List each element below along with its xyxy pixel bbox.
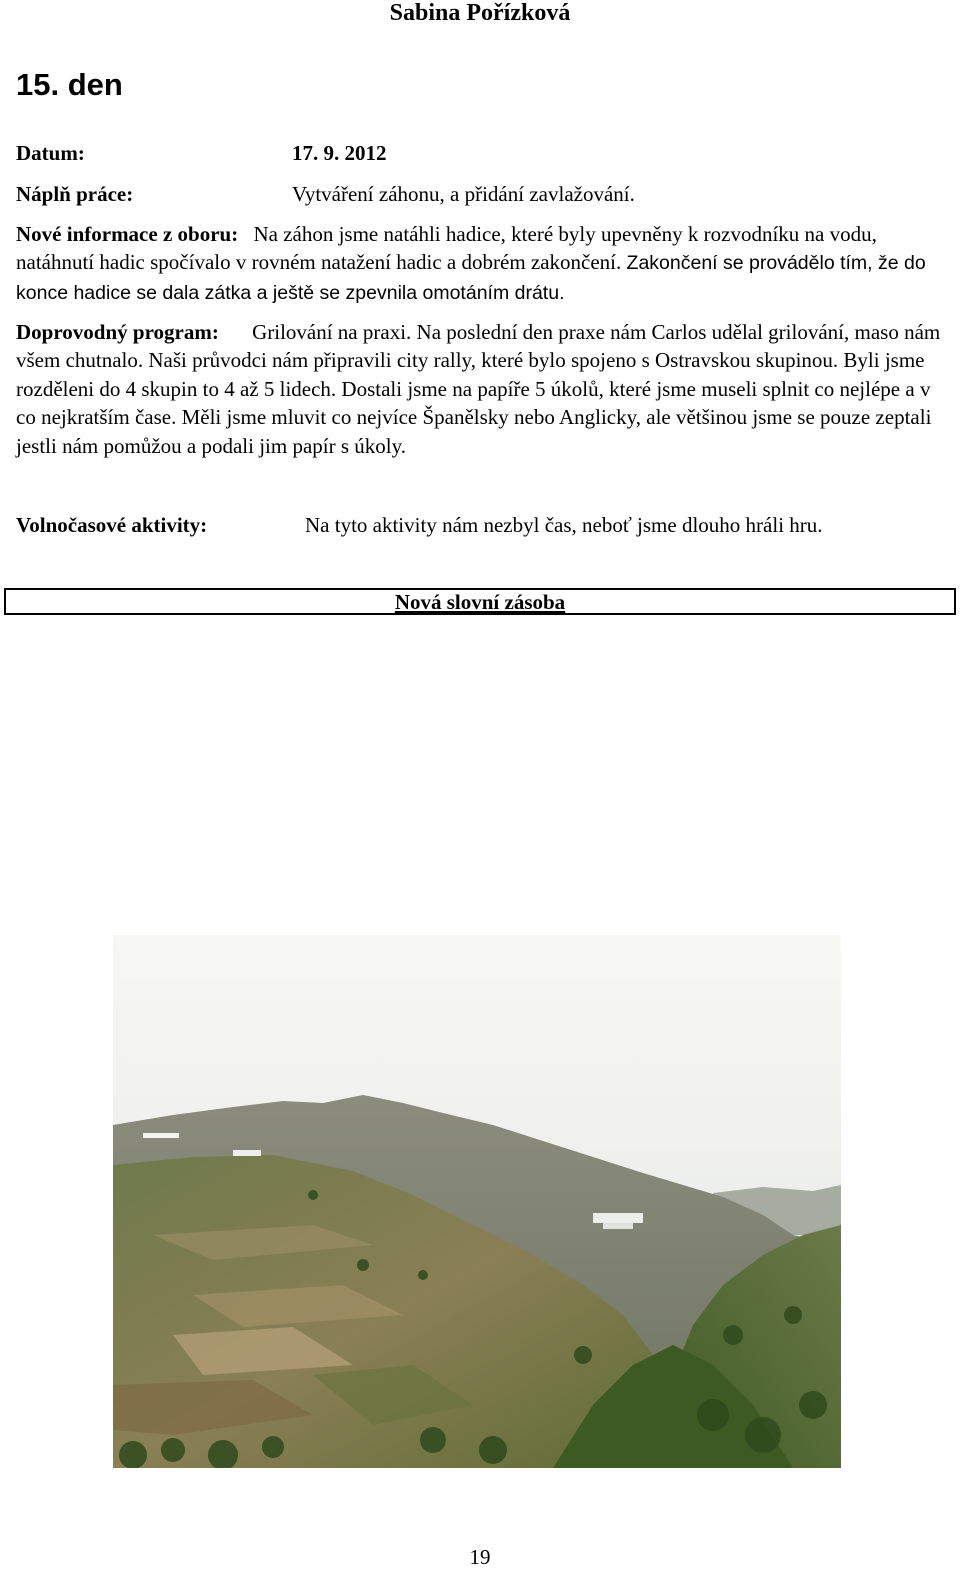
work-label: Náplň práce: [16, 182, 134, 206]
program-label: Doprovodný program: [16, 320, 219, 344]
date-label: Datum: [16, 141, 85, 165]
info-text-2: Zakončení se provádělo tím, že do konce hadice se dala zátka a ještě se zpevnila omotáním drátu. [16, 252, 926, 304]
date-row [16, 139, 387, 167]
mountain-photo-frame [107, 929, 847, 1474]
info-text-1: Na záhon jsme natáhli hadice, které byly upevněny k rozvodníku na vodu, natáhnutí hadic spočívalo v rovném natažení hadic a dobrém zakončení. [16, 222, 877, 275]
program-paragraph [16, 318, 944, 460]
page-number: 19 [469, 1545, 491, 1569]
author-name: Sabina Pořízková [389, 0, 571, 26]
vocab-heading: Nová slovní zásoba [394, 590, 566, 614]
work-value: Vytváření záhonu, a přidání zavlažování. [292, 182, 635, 206]
vocab-heading-box [4, 588, 956, 615]
info-label: Nové informace z oboru: [16, 222, 239, 246]
leisure-label: Volnočasové aktivity: [16, 513, 208, 537]
leisure-value: Na tyto aktivity nám nezbyl čas, neboť jsme dlouho hráli hru. [305, 513, 823, 537]
work-row [16, 180, 635, 208]
program-text: Grilování na praxi. Na poslední den praxe nám Carlos udělal grilování, maso nám všem chutnalo. Naši průvodci nám připravili city rally, které bylo spojeno s Ostravskou skupinou. Byli jsme rozděleni do 4 skupin to 4 až 5 lidech. Dostali jsme na papíře 5 úkolů, které jsme museli splnit co nejlépe a v co nejkratším čase. Měli jsme mluvit co nejvíce Španělsky nebo Anglicky, ale většinou jsme se pouze zeptali jestli nám pomůžou a podali jim papír s úkoly. [16, 320, 941, 458]
date-value: 17. 9. 2012 [292, 141, 387, 165]
leisure-row [16, 511, 823, 539]
day-title: 15. den [16, 67, 123, 102]
info-paragraph [16, 220, 944, 307]
mountain-valley-photo [113, 935, 841, 1468]
